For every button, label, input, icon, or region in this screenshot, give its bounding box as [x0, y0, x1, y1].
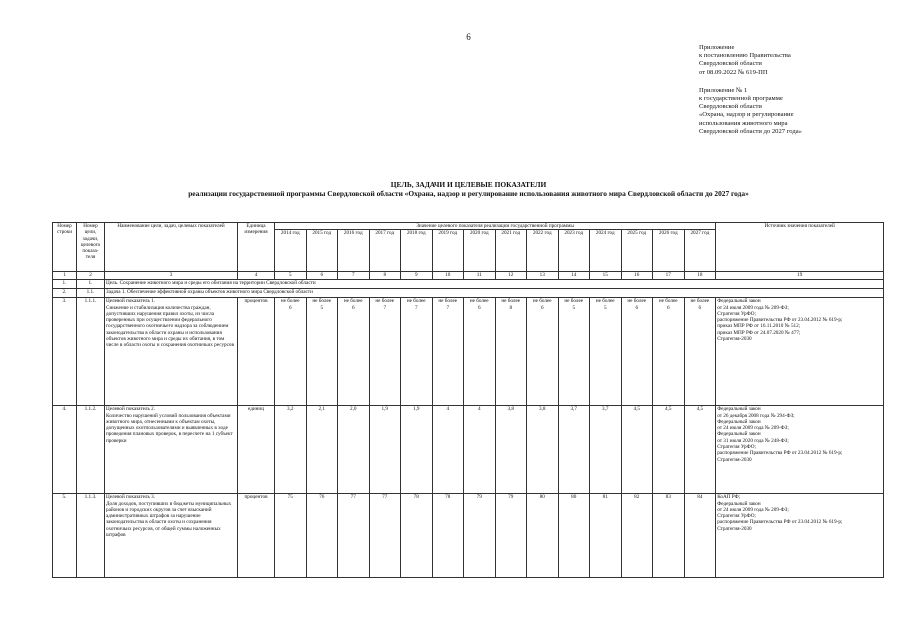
- header-year: 2019 год: [432, 230, 464, 272]
- indicator-value: 80: [527, 494, 559, 578]
- indicator-value: 2,1: [306, 406, 338, 494]
- row-number: 5.: [53, 494, 77, 578]
- indicator-code: 1.1.3.: [77, 494, 105, 578]
- indicator-value: не более 5: [590, 298, 622, 406]
- header-year: 2020 год: [464, 230, 496, 272]
- task-code: 1.1.: [77, 289, 105, 298]
- column-number: 9: [401, 272, 433, 280]
- indicator-value: не более 8: [495, 298, 527, 406]
- column-number: 13: [527, 272, 559, 280]
- indicator-value: 77: [369, 494, 401, 578]
- row-number: 4.: [53, 406, 77, 494]
- indicator-name: Целевой показатель 2. Количество нарушений условий пользования объектами животного мира, отнесенными к объектам охоты, допущенных охотпользователями и выявленных в ходе проведения плановых проверок, в пересчете на 1 субъект проверки: [105, 406, 238, 494]
- header-year: 2023 год: [558, 230, 590, 272]
- column-number: 8: [369, 272, 401, 280]
- indicator-unit: единиц: [238, 406, 275, 494]
- indicator-value: 81: [590, 494, 622, 578]
- approval-line: к государственной программе: [699, 95, 783, 103]
- header-source: Источник значения показателей: [716, 223, 884, 272]
- column-number: 10: [432, 272, 464, 280]
- table-row: [53, 494, 884, 578]
- table-row: [53, 406, 884, 494]
- column-number: 16: [621, 272, 653, 280]
- column-number: 12: [495, 272, 527, 280]
- goal-text: Цель. Сохранение животного мира и среды его обитания на территории Свердловской области: [105, 280, 884, 289]
- indicator-value: не более 6: [653, 298, 685, 406]
- header-year: 2024 год: [590, 230, 622, 272]
- indicator-value: 83: [653, 494, 685, 578]
- indicator-value: не более 6: [464, 298, 496, 406]
- table-row: [53, 298, 884, 406]
- column-number: 5: [275, 272, 307, 280]
- indicator-value: не более 5: [558, 298, 590, 406]
- header-year: 2025 год: [621, 230, 653, 272]
- approval-line: Приложение № 1: [699, 86, 748, 94]
- indicator-value: не более 6: [684, 298, 716, 406]
- indicator-value: 1,9: [401, 406, 433, 494]
- goal-row: [53, 280, 884, 289]
- header-year: 2016 год: [338, 230, 370, 272]
- column-number: 11: [464, 272, 496, 280]
- indicator-value: 3,2: [275, 406, 307, 494]
- indicator-name: Целевой показатель 1. Снижение и стабилизация количества граждан, допустивших нарушения правил охоты, из числа проверенных при осуществлении федерального государственного охотничьего надзора за соблюдением законодательства в области охраны и использования объектов животного мира и среды их обитания, в том числе в области охоты и сохранения охотничьих ресурсов: [105, 298, 238, 406]
- approval-line: Свердловской области: [699, 103, 762, 111]
- indicator-value: не более 7: [432, 298, 464, 406]
- header-year: 2015 год: [306, 230, 338, 272]
- header-year: 2014 год: [275, 230, 307, 272]
- approval-line: Приложение: [699, 44, 735, 51]
- indicator-value: 4,5: [653, 406, 685, 494]
- indicator-value: 3,8: [527, 406, 559, 494]
- goal-code: 1.: [77, 280, 105, 289]
- indicator-value: 4: [432, 406, 464, 494]
- indicator-value: 3,7: [590, 406, 622, 494]
- approval-line: Свердловской области до 2027 года»: [699, 127, 802, 135]
- indicator-unit: процентов: [238, 298, 275, 406]
- indicator-value: 2,0: [338, 406, 370, 494]
- indicator-value: 4: [464, 406, 496, 494]
- column-numbers-row: [53, 272, 884, 280]
- indicator-source: Федеральный закон от 24 июля 2009 года № 209-ФЗ; Стратегия УрФО; распоряжение Правительства РФ от 23.04.2012 № 619-р; приказ МПР РФ от 16.11.2010 № 512; приказ МПР РФ от 24.07.2020 № 477; Стратегия-2030: [716, 298, 884, 406]
- indicator-value: 78: [401, 494, 433, 578]
- row-number: 3.: [53, 298, 77, 406]
- indicators-table: [52, 222, 884, 578]
- indicator-value: 3,7: [558, 406, 590, 494]
- indicator-value: 78: [432, 494, 464, 578]
- approval-line: к постановлению Правительства: [699, 52, 791, 60]
- indicator-value: 4,5: [684, 406, 716, 494]
- indicator-source: КоАП РФ; Федеральный закон от 24 июля 2009 года № 209-ФЗ; Стратегия УрФО; распоряжение Правительства РФ от 23.04.2012 № 619-р; Стратегия-2030: [716, 494, 884, 578]
- column-number: 7: [338, 272, 370, 280]
- approval-line: использования животного мира: [699, 119, 788, 127]
- page-number: 6: [466, 32, 471, 42]
- indicator-value: не более 6: [621, 298, 653, 406]
- indicator-value: не более 6: [275, 298, 307, 406]
- header-year: 2026 год: [653, 230, 685, 272]
- column-number: 4: [238, 272, 275, 280]
- header-values-group: Значение целевого показателя реализации государственной программы: [275, 223, 716, 230]
- task-text: Задача 1. Обеспечение эффективной охраны объектов животного мира Свердловской области: [105, 289, 884, 298]
- column-number: 18: [684, 272, 716, 280]
- column-number: 3: [105, 272, 238, 280]
- task-row-no: 2.: [53, 289, 77, 298]
- column-number: 2: [77, 272, 105, 280]
- indicator-value: не более 5: [306, 298, 338, 406]
- column-number: 17: [653, 272, 685, 280]
- indicator-value: не более 6: [338, 298, 370, 406]
- indicator-value: 79: [464, 494, 496, 578]
- column-number: 19: [716, 272, 884, 280]
- indicator-code: 1.1.1.: [77, 298, 105, 406]
- column-number: 6: [306, 272, 338, 280]
- approval-line: от 08.09.2022 № 619-ПП: [699, 68, 768, 76]
- header-year: 2022 год: [527, 230, 559, 272]
- indicator-code: 1.1.2.: [77, 406, 105, 494]
- document-title: [0, 180, 905, 198]
- header-unit: Единица измерения: [238, 223, 275, 272]
- column-number: 15: [590, 272, 622, 280]
- approval-line: Свердловской области: [699, 60, 762, 68]
- goal-row-no: 1.: [53, 280, 77, 289]
- header-year: 2017 год: [369, 230, 401, 272]
- indicator-value: не более 6: [527, 298, 559, 406]
- header-year: 2021 год: [495, 230, 527, 272]
- indicator-value: 1,9: [369, 406, 401, 494]
- header-row-no: Номер строки: [53, 223, 77, 272]
- indicator-value: 82: [621, 494, 653, 578]
- indicator-value: 3,8: [495, 406, 527, 494]
- indicator-value: 77: [338, 494, 370, 578]
- column-number: 1: [53, 272, 77, 280]
- indicator-value: 75: [275, 494, 307, 578]
- approval-block: [699, 44, 802, 136]
- approval-line: «Охрана, надзор и регулирование: [699, 111, 794, 119]
- indicator-value: 76: [306, 494, 338, 578]
- indicator-value: 79: [495, 494, 527, 578]
- title-line-2: реализации государственной программы Свердловской области «Охрана, надзор и регулирование использования животного мира Свердловской области до 2027 года»: [188, 189, 749, 198]
- indicator-name: Целевой показатель 3. Доля доходов, поступивших в бюджеты муниципальных районов и городских округов за счет взысканий административных штрафов за нарушение законодательства в области охоты и сохранения охотничьих ресурсов, от общей суммы наложенных штрафов: [105, 494, 238, 578]
- indicator-value: 84: [684, 494, 716, 578]
- indicator-unit: процентов: [238, 494, 275, 578]
- header-name: Наименование цели, задач, целевых показателей: [105, 223, 238, 272]
- indicator-value: не более 7: [369, 298, 401, 406]
- task-row: [53, 289, 884, 298]
- header-goal-no: Номер цели, задачи, целевого показа- теля: [77, 223, 105, 272]
- header-year: 2027 год: [684, 230, 716, 272]
- indicator-value: не более 7: [401, 298, 433, 406]
- header-year: 2018 год: [401, 230, 433, 272]
- title-line-1: ЦЕЛЬ, ЗАДАЧИ И ЦЕЛЕВЫЕ ПОКАЗАТЕЛИ: [390, 180, 547, 189]
- header-row: [53, 223, 884, 230]
- indicator-value: 80: [558, 494, 590, 578]
- column-number: 14: [558, 272, 590, 280]
- indicator-value: 4,5: [621, 406, 653, 494]
- indicator-source: Федеральный закон от 26 декабря 2008 года № 294-ФЗ; Федеральный закон от 24 июля 2009 года № 209-ФЗ; Федеральный закон от 31 июля 2020 года № 248-ФЗ; Стратегия УрФО; распоряжение Правительства РФ от 23.04.2012 № 619-р; Стратегия-2030: [716, 406, 884, 494]
